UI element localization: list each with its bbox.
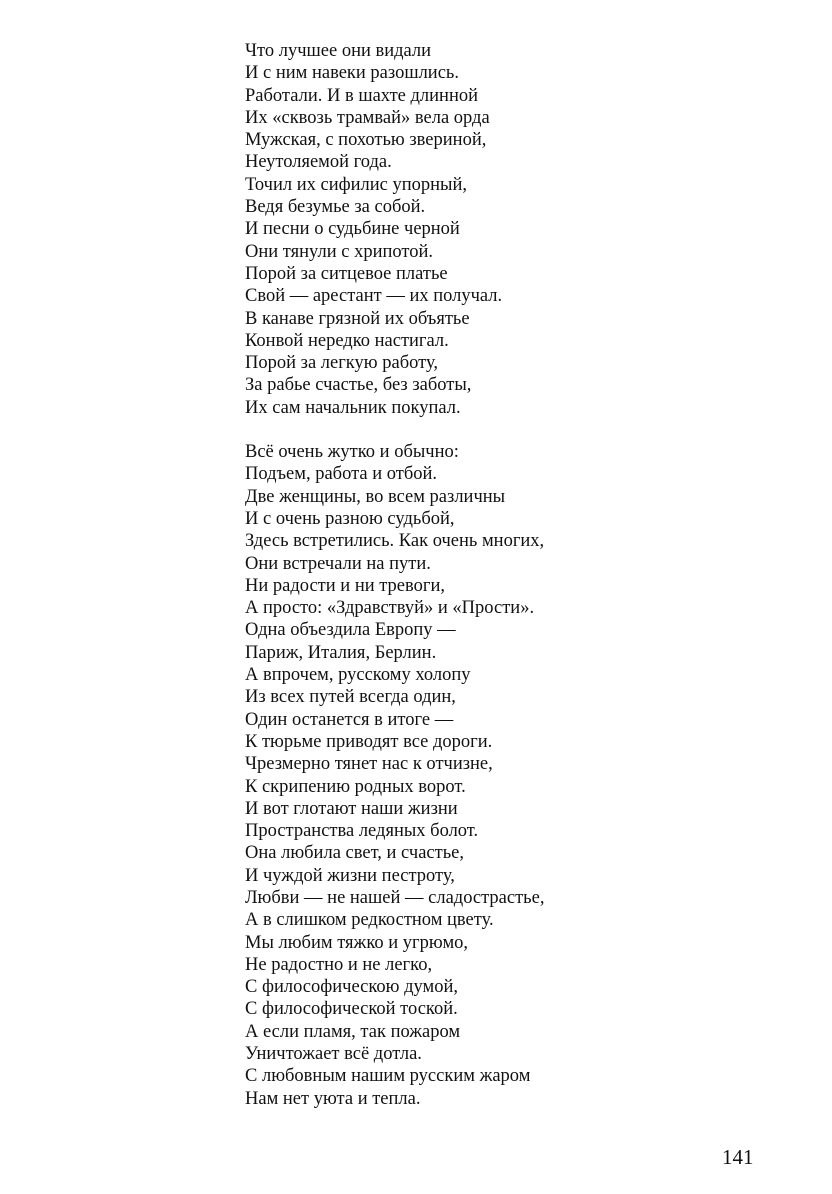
poem-text <box>245 40 785 1110</box>
poem-line: И песни о судьбине черной <box>245 219 460 240</box>
page-number: 141 <box>722 1145 754 1169</box>
poem-line: И с ним навеки разошлись. <box>245 63 459 84</box>
poem-line: Порой за ситцевое платье <box>245 263 448 284</box>
poem-line: Чрезмерно тянет нас к отчизне, <box>245 754 493 775</box>
poem-line: А если пламя, так пожаром <box>245 1021 461 1042</box>
poem-line: Свой — арестант — их получал. <box>245 286 503 307</box>
poem-line: Одна объездила Европу — <box>245 620 456 641</box>
poem-line: Их сам начальник покупал. <box>245 397 461 418</box>
poem-line: А просто: «Здравствуй» и «Прости». <box>245 598 535 619</box>
stanza-2 <box>245 441 785 1110</box>
poem-line: Подъем, работа и отбой. <box>245 464 438 485</box>
poem-line: Из всех путей всегда один, <box>245 687 456 708</box>
poem-line: А в слишком редкостном цвету. <box>245 910 494 931</box>
poem-line: И вот глотают наши жизни <box>245 798 458 819</box>
poem-line: Ни радости и ни тревоги, <box>245 575 445 596</box>
poem-line: Один останется в итоге — <box>245 709 454 730</box>
poem-line: Мы любим тяжко и угрюмо, <box>245 932 469 953</box>
poem-line: И чуждой жизни пестроту, <box>245 865 455 886</box>
poem-line: Они тянули с хрипотой. <box>245 241 433 262</box>
poem-line: Уничтожает всё дотла. <box>245 1044 422 1065</box>
poem-line: Работали. И в шахте длинной <box>245 85 478 106</box>
poem-line: Ведя безумье за собой. <box>245 197 426 218</box>
poem-line: Конвой нередко настигал. <box>245 330 449 351</box>
poem-line: К скрипению родных ворот. <box>245 776 466 797</box>
poem-line: Всё очень жутко и обычно: <box>245 442 459 463</box>
poem-line: Неутоляемой года. <box>245 152 392 173</box>
poem-line: Что лучшее они видали <box>245 41 432 61</box>
poem-line: В канаве грязной их объятье <box>245 308 470 329</box>
poem-line: К тюрьме приводят все дороги. <box>245 731 493 752</box>
poem-line: Не радостно и не легко, <box>245 954 433 975</box>
poem-line: Их «сквозь трамвай» вела орда <box>245 107 490 128</box>
poem-line: Здесь встретились. Как очень многих, <box>245 531 545 552</box>
poem-line: Она любила свет, и счастье, <box>245 843 464 864</box>
poem-line: Любви — не нашей — сладострастье, <box>245 887 545 908</box>
poem-line: Точил их сифилис упорный, <box>245 174 467 195</box>
poem-line: Две женщины, во всем различны <box>245 486 506 507</box>
poem-line: Париж, Италия, Берлин. <box>245 642 437 663</box>
poem-line: С любовным нашим русским жаром <box>245 1066 531 1087</box>
poem-line: Они встречали на пути. <box>245 553 431 574</box>
poem-line: А впрочем, русскому холопу <box>245 665 471 686</box>
poem-line: С философической тоской. <box>245 999 458 1020</box>
poem-line: И с очень разною судьбой, <box>245 508 455 529</box>
poem-line: Пространства ледяных болот. <box>245 821 479 842</box>
poem-line: За рабье счастье, без заботы, <box>245 375 472 396</box>
stanza-1 <box>245 40 785 419</box>
poem-line: Нам нет уюта и тепла. <box>245 1088 421 1109</box>
poem-line: С философическою думой, <box>245 977 458 998</box>
poem-line: Порой за легкую работу, <box>245 353 438 374</box>
poem-line: Мужская, с похотью звериной, <box>245 130 487 151</box>
